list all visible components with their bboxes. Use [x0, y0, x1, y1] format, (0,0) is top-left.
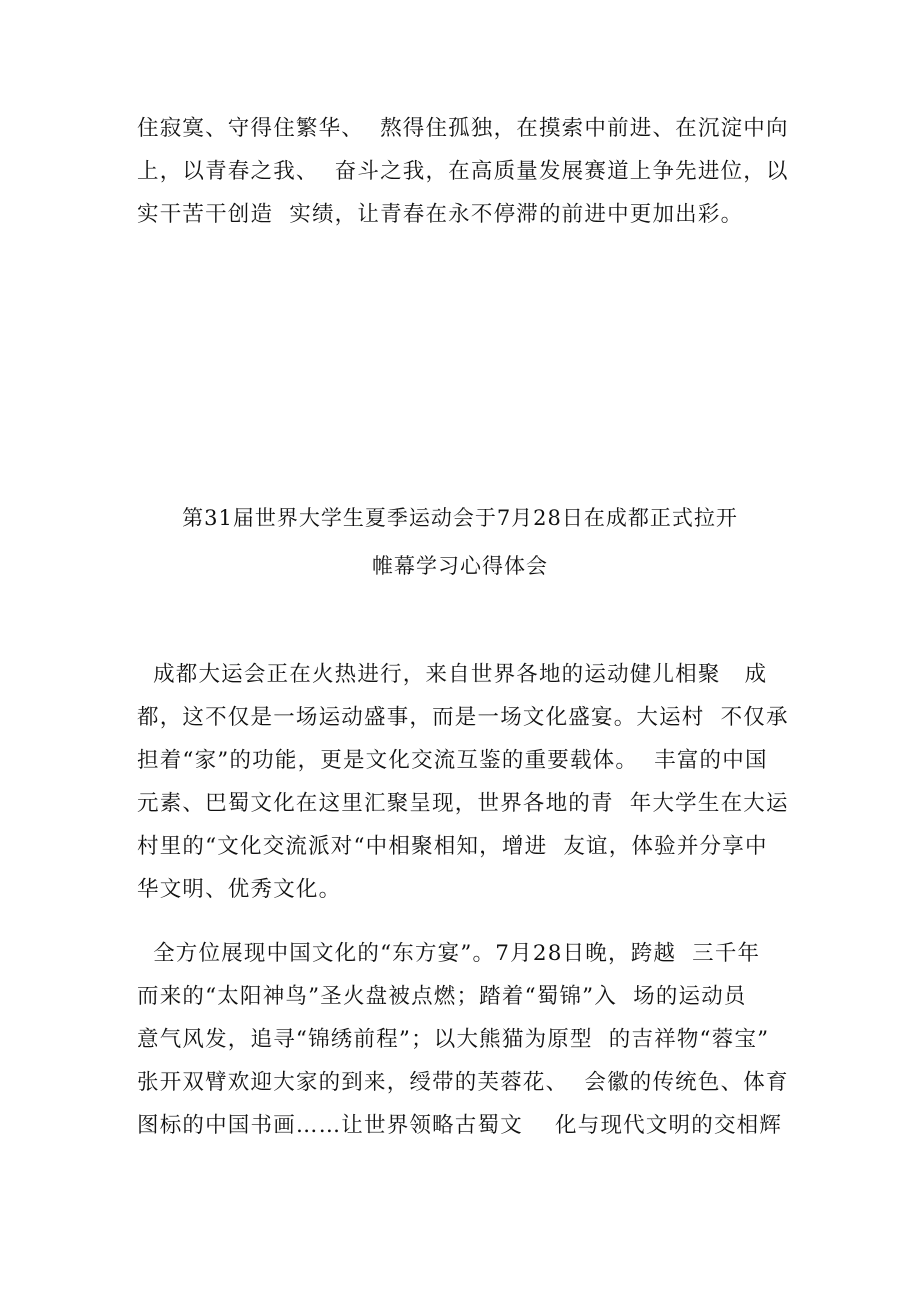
text-line: 全方位展现中国文化的“东方宴”。7月28日晚，跨越 三千年: [137, 941, 761, 966]
text-line: 住寂寞、守得住繁华、 熬得住孤独，在摸索中前进、在沉淀中向: [137, 116, 789, 141]
text-line: 都，这不仅是一场运动盛事，而是一场文化盛宴。大运村 不仅承: [137, 705, 789, 730]
text-line: 上，以青春之我、 奋斗之我，在高质量发展赛道上争先进位，以: [137, 159, 789, 184]
paragraph-2: [137, 932, 797, 1147]
text-line: 村里的“文化交流派对“中相聚相知，增进 友谊，体验并分享中: [137, 834, 768, 859]
text-line: 意气风发，追寻“锦绣前程”；以大熊猫为原型 的吉祥物“蓉宝”: [137, 1027, 770, 1052]
text-line: 成都大运会正在火热进行，来自世界各地的运动健儿相聚 成: [137, 662, 768, 687]
text-line: 实干苦干创造 实绩，让青春在永不停滞的前进中更加出彩。: [137, 202, 744, 227]
previous-paragraph: [137, 107, 797, 236]
title-line: 第31届世界大学生夏季运动会于7月28日在成都正式拉开: [182, 506, 738, 530]
article-title: [0, 494, 920, 590]
text-line: 而来的“太阳神鸟”圣火盘被点燃；踏着“蜀锦”入 场的运动员: [137, 984, 747, 1009]
text-line: 元素、巴蜀文化在这里汇聚呈现，世界各地的青 年大学生在大运: [137, 791, 789, 816]
paragraph-1: [137, 653, 797, 911]
text-line: 华文明、优秀文化。: [137, 877, 342, 902]
text-line: 图标的中国书画……让世界领略古蜀文 化与现代文明的交相辉: [137, 1113, 783, 1138]
text-line: 张开双臂欢迎大家的到来，绶带的芙蓉花、 会徽的传统色、体育: [137, 1070, 789, 1095]
title-line: 帷幕学习心得体会: [372, 554, 548, 578]
text-line: 担着“家”的功能，更是文化交流互鉴的重要载体。 丰富的中国: [137, 748, 768, 773]
